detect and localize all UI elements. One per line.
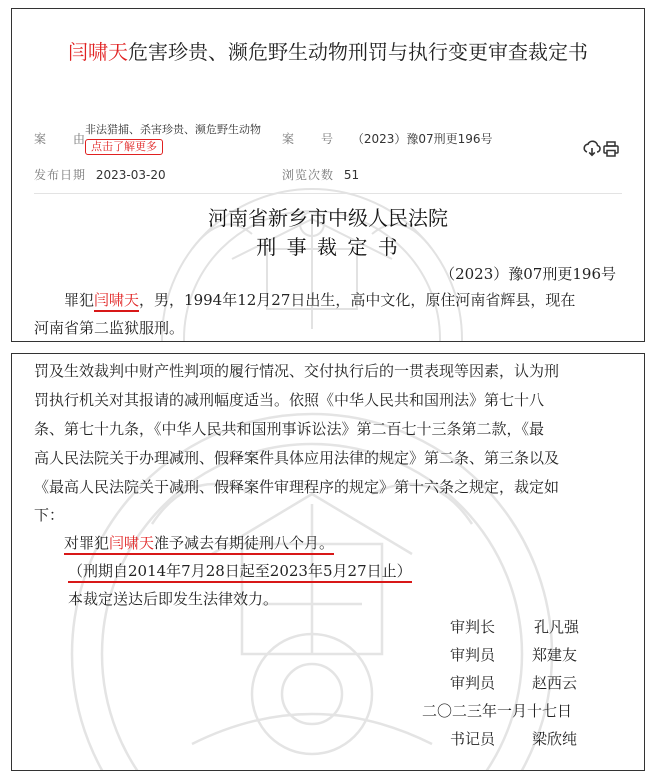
ruling-prefix: 对罪犯 [64, 534, 110, 552]
ruling-text: 准予减去有期徒刑八个月。 [154, 534, 335, 552]
signature-role-1: 审判长 [450, 618, 496, 636]
cause-value: 非法猎捕、杀害珍贵、濒危野生动物 [85, 123, 261, 136]
cause-label: 案 由 [34, 132, 87, 146]
signature-name-2: 郑建友 [532, 646, 578, 664]
effect-line: 本裁定送达后即发生法律效力。 [68, 590, 279, 608]
case-number-row [282, 130, 493, 147]
sentence-term-line [68, 560, 412, 581]
case-number-value: （2023）豫07刑更196号 [351, 132, 493, 146]
intro-line-1 [64, 289, 575, 310]
ruling-panel [11, 353, 645, 771]
intro-party-name: 闫啸天 [94, 291, 139, 312]
title-party-name: 闫啸天 [68, 40, 128, 64]
ruling-date: 二〇二三年一月十七日 [422, 702, 573, 720]
intro-text: ，男，1994年12月27日出生，高中文化，原住河南省辉县，现在 [139, 291, 576, 309]
view-count-value: 51 [343, 168, 360, 182]
document-case-number: （2023）豫07刑更196号 [440, 265, 616, 283]
download-icon[interactable] [583, 140, 601, 158]
signature-role-2: 审判员 [450, 646, 496, 664]
clerk-name: 梁欣纯 [532, 730, 578, 748]
intro-line-2: 河南省第二监狱服刑。 [34, 319, 185, 337]
view-count-row [282, 166, 359, 183]
signature-name-3: 赵西云 [532, 674, 578, 692]
body-line-1: 罚及生效裁判中财产性判项的履行情况、交付执行后的一贯表现等因素，认为刑 [34, 362, 560, 380]
view-count-label: 浏览次数 [282, 168, 335, 182]
signature-role-3: 审判员 [450, 674, 496, 692]
ruling-party-name: 闫啸天 [109, 534, 155, 552]
title-text: 危害珍贵、濒危野生动物刑罚与执行变更审查裁定书 [128, 40, 588, 64]
body-line-2: 罚执行机关对其报请的减刑幅度适当。依照《中华人民共和国刑法》第七十八 [34, 391, 545, 409]
publish-date-value: 2023-03-20 [95, 168, 166, 182]
body-line-3: 条、第七十九条，《中华人民共和国刑事诉讼法》第二百七十三条第二款，《最 [34, 420, 545, 438]
body-line-4: 高人民法院关于办理减刑、假释案件具体应用法律的规定》第二条、第三条以及 [34, 449, 560, 467]
body-line-5: 《最高人民法院关于减刑、假释案件审理程序的规定》第十六条之规定，裁定如 [34, 478, 560, 496]
sentence-term-text: （刑期自2014年7月28日起至2023年5月27日止） [68, 562, 412, 583]
clerk-role: 书记员 [450, 730, 496, 748]
case-header-panel [11, 8, 645, 342]
cause-row [34, 130, 86, 147]
document-type: 刑 事 裁 定 书 [256, 235, 400, 259]
signature-name-1: 孔凡强 [534, 618, 580, 636]
publish-date-row [34, 166, 166, 183]
body-line-6: 下： [34, 506, 65, 524]
publish-date-label: 发布日期 [34, 168, 87, 182]
case-number-label: 案 号 [282, 132, 335, 146]
ruling-line [64, 532, 334, 553]
header-divider [34, 193, 622, 194]
court-name: 河南省新乡市中级人民法院 [208, 206, 448, 230]
intro-prefix: 罪犯 [64, 291, 95, 309]
page-title [12, 36, 644, 65]
learn-more-link[interactable]: 点击了解更多 [85, 139, 163, 155]
print-icon[interactable] [602, 140, 620, 158]
